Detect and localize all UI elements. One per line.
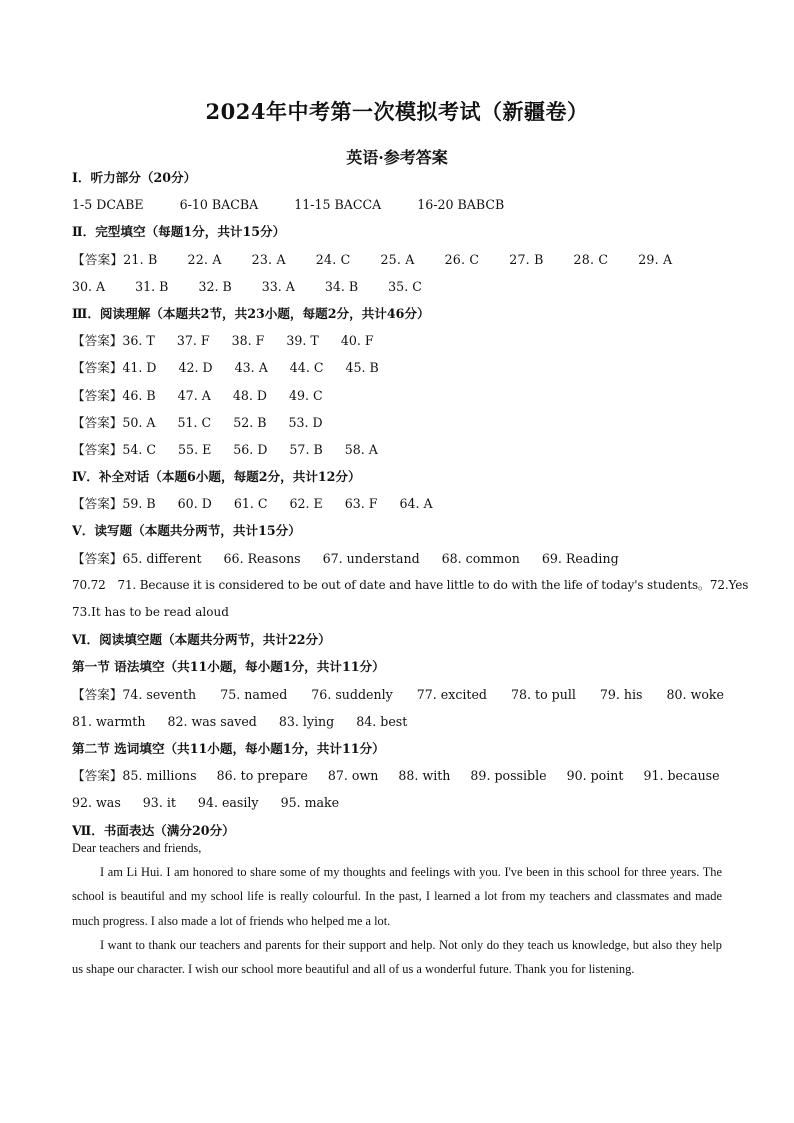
- answer-row: [72, 246, 732, 273]
- essay-paragraph: I want to thank our teachers and parents for their support and help. Not only do they teach us knowledge, but also they help us shape our character. I wish our school more beautiful and all of us a wonderful future. Thank you for listening.: [72, 937, 722, 977]
- answer-item: 79. his: [599, 686, 643, 702]
- essay-section: [72, 836, 722, 981]
- answer-lines: [72, 164, 749, 844]
- answer-item: 43. A: [234, 360, 268, 376]
- answer-prefix: 【答案】: [72, 768, 123, 784]
- listening-answers: [72, 191, 732, 218]
- section-heading: Ⅲ．阅读理解（本题共2节，共23小题，每题2分，共计46分）: [72, 305, 430, 321]
- answer-row: [72, 273, 732, 300]
- answer-prefix: 【答案】: [72, 496, 123, 512]
- answer-group: 6-10 BACBA: [179, 197, 259, 213]
- answer-item: 59. B: [122, 496, 156, 512]
- answer-text-line: 70.72 71. Because it is considered to be out of date and have little to do with the life of today's students。72.Yes: [72, 577, 749, 592]
- answer-item: 83. lying: [278, 713, 335, 729]
- answer-group: 16-20 BABCB: [417, 197, 505, 213]
- answer-item: 26. C: [444, 251, 480, 267]
- answer-item: 27. B: [509, 251, 544, 267]
- answer-item: 86. to prepare: [216, 768, 308, 784]
- answer-prefix: 【答案】: [72, 387, 123, 403]
- answer-item: 36. T: [122, 333, 155, 349]
- answer-item: 33. A: [261, 278, 295, 294]
- answer-item: 56. D: [233, 441, 268, 457]
- answer-item: 57. B: [289, 441, 323, 457]
- answer-item: 60. D: [177, 496, 212, 512]
- answer-item: 65. different: [122, 550, 202, 566]
- answer-item: 78. to pull: [510, 686, 576, 702]
- answer-item: 80. woke: [666, 686, 725, 702]
- page-subtitle: 英语·参考答案: [346, 148, 448, 167]
- answer-item: 34. B: [324, 278, 359, 294]
- answer-row: [72, 354, 732, 381]
- answer-item: 30. A: [72, 278, 106, 294]
- answer-row: [72, 789, 732, 816]
- answer-item: 84. best: [356, 713, 408, 729]
- answer-item: 55. E: [178, 441, 212, 457]
- answer-item: 58. A: [344, 441, 378, 457]
- answer-item: 85. millions: [122, 768, 197, 784]
- answer-prefix: 【答案】: [72, 414, 123, 430]
- answer-item: 50. A: [122, 414, 156, 430]
- section-heading: Ⅳ．补全对话（本题6小题，每题2分，共计12分）: [72, 469, 361, 485]
- answer-row: [72, 327, 732, 354]
- answer-item: 24. C: [315, 251, 351, 267]
- answer-item: 48. D: [232, 387, 267, 403]
- answer-text-line: 73.It has to be read aloud: [72, 605, 229, 619]
- answer-row: [72, 490, 732, 517]
- subsection-heading: 第一节 语法填空（共11小题，每小题1分，共计11分）: [72, 659, 385, 675]
- answer-item: 77. excited: [416, 686, 487, 702]
- answer-item: 46. B: [122, 387, 156, 403]
- answer-row: [72, 708, 732, 735]
- answer-item: 69. Reading: [541, 550, 619, 566]
- page-title: 2024年中考第一次模拟考试（新疆卷）: [205, 99, 589, 124]
- answer-item: 47. A: [177, 387, 211, 403]
- answer-item: 21. B: [123, 251, 158, 267]
- answer-row: [72, 409, 732, 436]
- subsection-heading: 第二节 选词填空（共11小题，每小题1分，共计11分）: [72, 740, 385, 756]
- essay-paragraph: I am Li Hui. I am honored to share some of my thoughts and feelings with you. I've been in this school for three years. The school is beautiful and my school life is really colourful. In the past, I learned a lot from my teachers and classmates and made much progress. I also made a lot of friends who helped me a lot.: [72, 865, 722, 928]
- answer-item: 52. B: [233, 414, 267, 430]
- answer-item: 45. B: [345, 360, 379, 376]
- answer-prefix: 【答案】: [72, 333, 123, 349]
- answer-item: 31. B: [135, 278, 169, 294]
- answer-item: 64. A: [399, 496, 433, 512]
- answer-item: 67. understand: [322, 550, 420, 566]
- answer-item: 41. D: [122, 360, 157, 376]
- answer-item: 53. D: [288, 414, 323, 430]
- answer-item: 87. own: [327, 768, 379, 784]
- answer-item: 42. D: [178, 360, 213, 376]
- answer-item: 44. C: [289, 360, 324, 376]
- answer-item: 88. with: [398, 768, 451, 784]
- answer-item: 54. C: [122, 441, 157, 457]
- answer-row: [72, 545, 732, 572]
- answer-prefix: 【答案】: [72, 360, 123, 376]
- section-heading: Ⅰ．听力部分（20分）: [72, 170, 197, 185]
- section-heading: Ⅱ．完型填空（每题1分，共计15分）: [72, 224, 286, 240]
- answer-item: 76. suddenly: [311, 686, 393, 702]
- answer-row: [72, 762, 732, 789]
- essay-greeting: Dear teachers and friends,: [72, 841, 202, 855]
- answer-row: [72, 382, 732, 409]
- answer-item: 61. C: [233, 496, 268, 512]
- answer-item: 29. A: [638, 251, 673, 267]
- answer-item: 32. B: [198, 278, 232, 294]
- answer-item: 66. Reasons: [223, 550, 301, 566]
- answer-item: 39. T: [286, 333, 319, 349]
- answer-item: 22. A: [187, 251, 222, 267]
- answer-prefix: 【答案】: [72, 251, 124, 267]
- answer-item: 63. F: [344, 496, 378, 512]
- answer-row: [72, 436, 732, 463]
- section-heading: Ⅴ．读写题（本题共分两节，共计15分）: [72, 523, 301, 539]
- answer-item: 93. it: [142, 795, 176, 811]
- answer-item: 37. F: [176, 333, 210, 349]
- answer-item: 51. C: [177, 414, 212, 430]
- answer-item: 23. A: [251, 251, 286, 267]
- answer-group: 11-15 BACCA: [294, 197, 382, 213]
- answer-item: 94. easily: [197, 795, 259, 811]
- answer-prefix: 【答案】: [72, 441, 123, 457]
- section-heading: Ⅵ．阅读填空题（本题共分两节，共计22分）: [72, 632, 331, 648]
- answer-item: 49. C: [288, 387, 323, 403]
- answer-row: [72, 681, 732, 708]
- answer-item: 89. possible: [470, 768, 547, 784]
- answer-item: 35. C: [388, 278, 422, 294]
- answer-item: 90. point: [566, 768, 624, 784]
- answer-item: 82. was saved: [167, 713, 257, 729]
- answer-item: 75. named: [220, 686, 288, 702]
- answer-item: 62. E: [289, 496, 323, 512]
- answer-item: 81. warmth: [72, 713, 146, 729]
- answer-group: 1-5 DCABE: [72, 197, 144, 213]
- answer-prefix: 【答案】: [72, 686, 123, 702]
- answer-prefix: 【答案】: [72, 550, 123, 566]
- answer-item: 38. F: [231, 333, 265, 349]
- answer-item: 91. because: [643, 768, 720, 784]
- answer-item: 68. common: [441, 550, 520, 566]
- section-heading: Ⅶ．书面表达（满分20分）: [72, 822, 235, 838]
- answer-item: 25. A: [380, 251, 415, 267]
- answer-item: 95. make: [280, 795, 340, 811]
- answer-item: 92. was: [72, 795, 121, 811]
- answer-item: 28. C: [573, 251, 609, 267]
- answer-item: 74. seventh: [122, 686, 197, 702]
- answer-item: 40. F: [340, 333, 374, 349]
